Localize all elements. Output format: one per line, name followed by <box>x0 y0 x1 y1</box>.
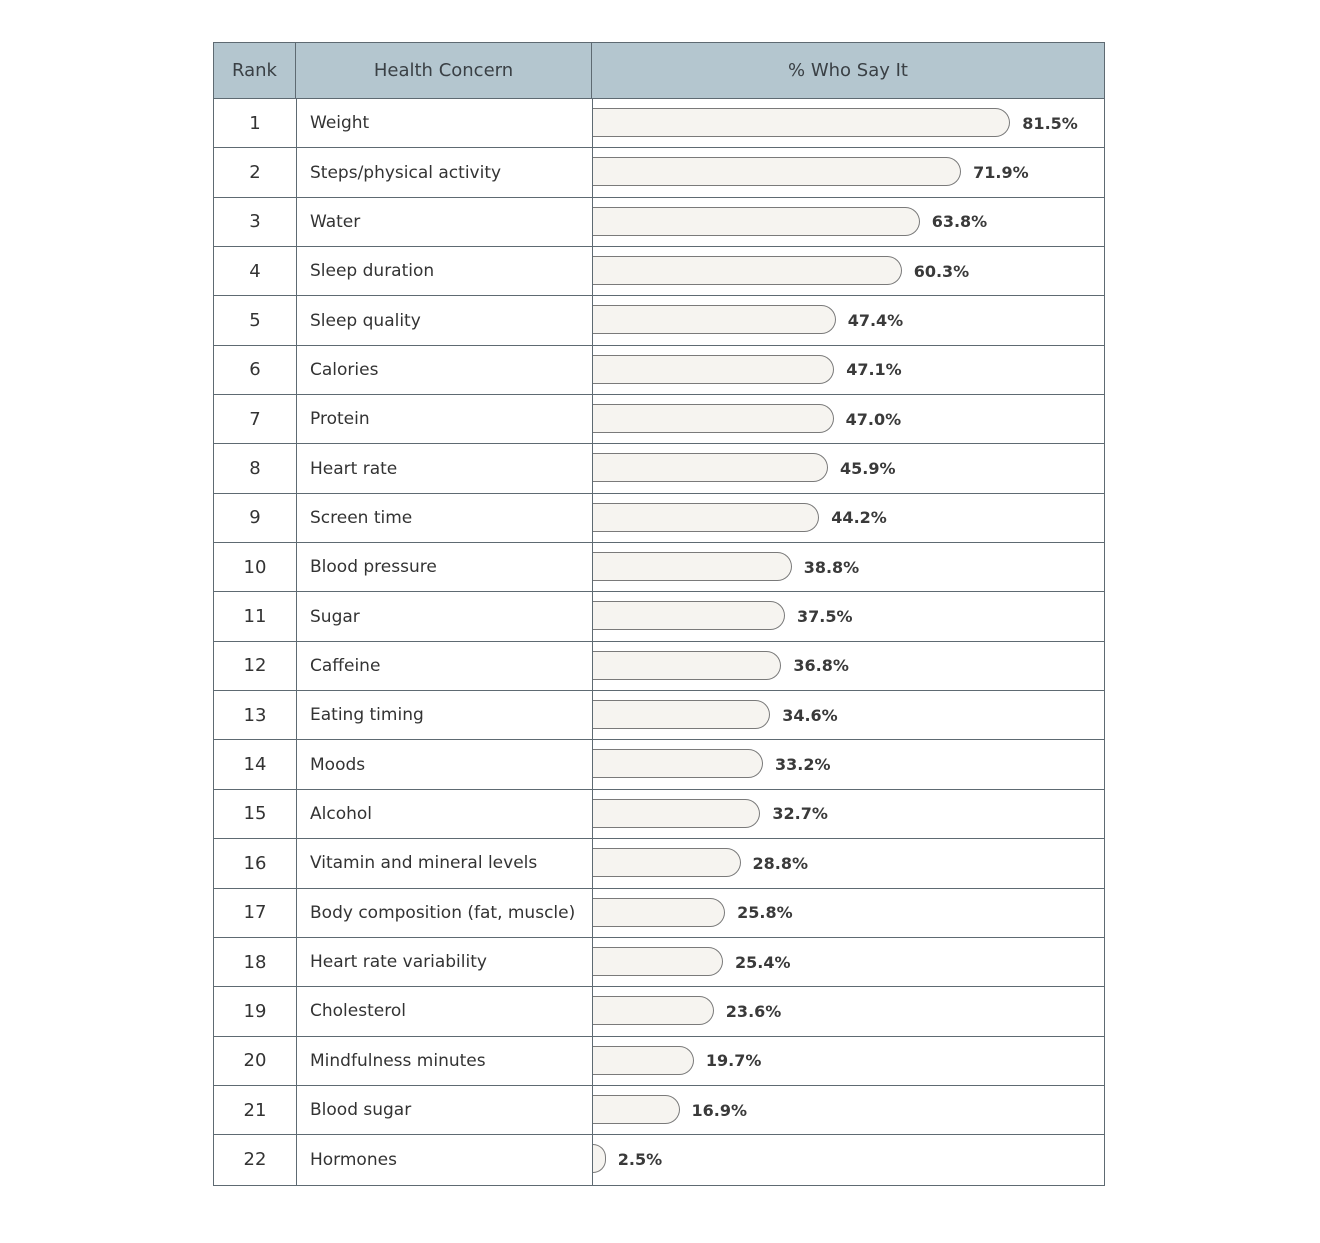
percent-cell <box>593 99 1104 147</box>
table-row <box>214 1086 1104 1135</box>
table-row <box>214 790 1104 839</box>
percent-cell <box>593 889 1104 937</box>
bar-value-label: 47.0% <box>845 409 902 429</box>
concern-cell: Caffeine <box>297 642 593 690</box>
bar-value-label: 47.1% <box>846 360 902 380</box>
bar <box>593 947 723 976</box>
percent-cell <box>593 1135 1104 1184</box>
rank-cell: 15 <box>214 790 297 838</box>
concern-cell: Sugar <box>297 592 593 640</box>
rank-cell: 6 <box>214 346 297 394</box>
table-row <box>214 543 1104 592</box>
bar <box>593 453 828 482</box>
bar-value-label: 19.7% <box>705 1051 762 1071</box>
bar <box>593 601 785 630</box>
rank-cell: 12 <box>214 642 297 690</box>
rank-cell: 7 <box>214 395 297 443</box>
bar <box>593 503 819 532</box>
header-percent: % Who Say It <box>788 60 908 81</box>
bar <box>593 207 920 236</box>
table-row <box>214 99 1104 148</box>
bar-value-label: 28.8% <box>752 853 809 873</box>
rank-cell: 21 <box>214 1086 297 1134</box>
bar <box>593 404 834 433</box>
rank-cell: 8 <box>214 444 297 492</box>
percent-cell <box>593 395 1104 443</box>
concern-cell: Heart rate <box>297 444 593 492</box>
rank-cell: 19 <box>214 987 297 1035</box>
percent-cell <box>593 642 1104 690</box>
bar <box>593 1144 606 1173</box>
bar <box>593 305 836 334</box>
concern-cell: Body composition (fat, muscle) <box>297 889 593 937</box>
concern-cell: Eating timing <box>297 691 593 739</box>
concern-cell: Screen time <box>297 494 593 542</box>
rank-cell: 10 <box>214 543 297 591</box>
percent-cell <box>593 938 1104 986</box>
bar <box>593 700 770 729</box>
table-header <box>214 43 1104 99</box>
bar <box>593 848 741 877</box>
bar-value-label: 32.7% <box>772 804 828 824</box>
bar <box>593 799 760 828</box>
table-row <box>214 691 1104 740</box>
percent-cell <box>593 198 1104 246</box>
bar-value-label: 16.9% <box>691 1100 748 1120</box>
table-row <box>214 938 1104 987</box>
bar-value-label: 63.8% <box>931 212 988 232</box>
table-row <box>214 987 1104 1036</box>
percent-cell <box>593 987 1104 1035</box>
concern-cell: Steps/physical activity <box>297 148 593 196</box>
bar <box>593 157 961 186</box>
rank-cell: 3 <box>214 198 297 246</box>
table-row <box>214 592 1104 641</box>
percent-cell <box>593 1086 1104 1134</box>
rank-cell: 14 <box>214 740 297 788</box>
bar-value-label: 25.4% <box>735 952 791 972</box>
concern-cell: Hormones <box>297 1135 593 1184</box>
rank-cell: 17 <box>214 889 297 937</box>
bar-value-label: 47.4% <box>847 311 904 331</box>
bar-value-label: 2.5% <box>617 1150 663 1170</box>
concern-cell: Weight <box>297 99 593 147</box>
table-row <box>214 740 1104 789</box>
percent-cell <box>593 346 1104 394</box>
percent-cell <box>593 494 1104 542</box>
bar-value-label: 23.6% <box>725 1001 782 1021</box>
table-row <box>214 247 1104 296</box>
percent-cell <box>593 247 1104 295</box>
bar <box>593 108 1010 137</box>
table-row <box>214 839 1104 888</box>
health-concerns-table <box>213 42 1105 1186</box>
percent-cell <box>593 790 1104 838</box>
bar <box>593 552 792 581</box>
concern-cell: Protein <box>297 395 593 443</box>
bar-value-label: 37.5% <box>797 607 853 627</box>
bar <box>593 256 902 285</box>
rank-cell: 20 <box>214 1037 297 1085</box>
bar <box>593 355 834 384</box>
table-row <box>214 889 1104 938</box>
table-row <box>214 444 1104 493</box>
rank-cell: 16 <box>214 839 297 887</box>
concern-cell: Moods <box>297 740 593 788</box>
bar-value-label: 38.8% <box>803 557 860 577</box>
concern-cell: Sleep duration <box>297 247 593 295</box>
table-row <box>214 1135 1104 1184</box>
bar <box>593 1046 694 1075</box>
bar-value-label: 34.6% <box>782 705 838 725</box>
rank-cell: 13 <box>214 691 297 739</box>
bar-value-label: 81.5% <box>1022 113 1078 133</box>
table-row <box>214 642 1104 691</box>
concern-cell: Calories <box>297 346 593 394</box>
rank-cell: 2 <box>214 148 297 196</box>
percent-cell <box>593 839 1104 887</box>
header-rank: Rank <box>214 43 296 98</box>
bar <box>593 749 763 778</box>
header-health-concern: Health Concern <box>296 43 592 98</box>
bar <box>593 898 725 927</box>
rank-cell: 5 <box>214 296 297 344</box>
bar-value-label: 45.9% <box>840 459 896 479</box>
bar <box>593 651 781 680</box>
concern-cell: Alcohol <box>297 790 593 838</box>
percent-cell <box>593 444 1104 492</box>
table-row <box>214 1037 1104 1086</box>
bar <box>593 996 714 1025</box>
rank-cell: 4 <box>214 247 297 295</box>
bar-value-label: 44.2% <box>831 508 887 528</box>
concern-cell: Mindfulness minutes <box>297 1037 593 1085</box>
percent-cell <box>593 740 1104 788</box>
percent-cell <box>593 296 1104 344</box>
bar-value-label: 25.8% <box>737 903 793 923</box>
rank-cell: 18 <box>214 938 297 986</box>
concern-cell: Water <box>297 198 593 246</box>
concern-cell: Heart rate variability <box>297 938 593 986</box>
rank-cell: 22 <box>214 1135 297 1184</box>
percent-cell <box>593 592 1104 640</box>
concern-cell: Vitamin and mineral levels <box>297 839 593 887</box>
rank-cell: 1 <box>214 99 297 147</box>
concern-cell: Sleep quality <box>297 296 593 344</box>
percent-cell <box>593 1037 1104 1085</box>
rank-cell: 9 <box>214 494 297 542</box>
bar-value-label: 71.9% <box>973 163 1029 183</box>
table-row <box>214 296 1104 345</box>
concern-cell: Blood sugar <box>297 1086 593 1134</box>
rank-cell: 11 <box>214 592 297 640</box>
table-row <box>214 395 1104 444</box>
concern-cell: Blood pressure <box>297 543 593 591</box>
percent-cell <box>593 691 1104 739</box>
table-row <box>214 494 1104 543</box>
bar <box>593 1095 680 1124</box>
table-body <box>214 99 1104 1185</box>
concern-cell: Cholesterol <box>297 987 593 1035</box>
bar-value-label: 60.3% <box>913 261 970 281</box>
table-row <box>214 198 1104 247</box>
bar-value-label: 33.2% <box>775 755 831 775</box>
bar-value-label: 36.8% <box>793 656 849 676</box>
table-row <box>214 148 1104 197</box>
table-row <box>214 346 1104 395</box>
percent-cell <box>593 543 1104 591</box>
percent-cell <box>593 148 1104 196</box>
